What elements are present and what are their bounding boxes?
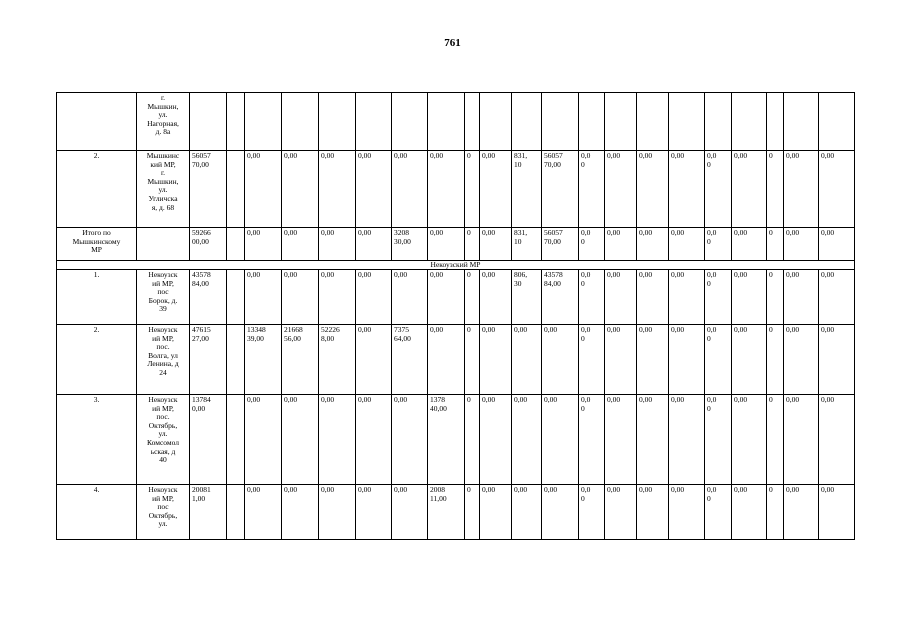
address-cell: г. Мышкин, ул. Нагорная, д. 8а (137, 93, 190, 151)
value-cell (190, 93, 227, 151)
row-number-cell: 2. (57, 151, 137, 228)
value-cell: 0,00 (732, 325, 767, 395)
value-cell: 0,00 (637, 228, 669, 261)
value-cell: 0,00 (282, 270, 319, 325)
value-cell (227, 228, 245, 261)
value-cell: 0,0 0 (579, 395, 605, 485)
value-cell (579, 93, 605, 151)
value-cell: 0,00 (428, 151, 465, 228)
value-cell: 0,00 (512, 485, 542, 540)
value-cell: 0 (767, 325, 784, 395)
value-cell: 0,00 (669, 395, 705, 485)
value-cell: 0 (465, 270, 480, 325)
value-cell (669, 93, 705, 151)
value-cell: 0,00 (282, 151, 319, 228)
value-cell: 0,00 (282, 228, 319, 261)
value-cell: 0,0 0 (705, 228, 732, 261)
value-cell: 0,00 (428, 325, 465, 395)
value-cell: 0,00 (428, 270, 465, 325)
value-cell: 0,00 (669, 270, 705, 325)
value-cell: 43578 84,00 (190, 270, 227, 325)
value-cell: 0,00 (480, 395, 512, 485)
value-cell: 0 (465, 485, 480, 540)
value-cell (542, 93, 579, 151)
value-cell: 0,00 (605, 395, 637, 485)
value-cell: 21668 56,00 (282, 325, 319, 395)
value-cell: 0,00 (542, 395, 579, 485)
value-cell: 0,00 (245, 485, 282, 540)
value-cell: 2008 11,00 (428, 485, 465, 540)
value-cell: 0,00 (245, 228, 282, 261)
value-cell (428, 93, 465, 151)
value-cell: 0,00 (392, 485, 428, 540)
value-cell: 0 (767, 395, 784, 485)
value-cell: 806, 30 (512, 270, 542, 325)
value-cell: 0,00 (542, 485, 579, 540)
value-cell: 0,00 (784, 270, 819, 325)
value-cell: 0,00 (637, 325, 669, 395)
value-cell: 0,00 (392, 151, 428, 228)
value-cell: 0,00 (669, 151, 705, 228)
table-row (57, 485, 855, 540)
value-cell (227, 325, 245, 395)
value-cell: 0,0 0 (705, 270, 732, 325)
value-cell: 0,00 (819, 151, 855, 228)
value-cell: 0,00 (356, 151, 392, 228)
value-cell: 0,00 (319, 270, 356, 325)
value-cell: 0,00 (605, 325, 637, 395)
value-cell: 0,00 (542, 325, 579, 395)
value-cell: 0,00 (605, 228, 637, 261)
value-cell (227, 485, 245, 540)
value-cell: 0,00 (669, 325, 705, 395)
section-label: Некоузский МР (57, 261, 855, 270)
row-number-cell: 3. (57, 395, 137, 485)
value-cell (245, 93, 282, 151)
value-cell (605, 93, 637, 151)
value-cell: 0,00 (784, 395, 819, 485)
value-cell: 0 (767, 485, 784, 540)
value-cell: 0,00 (245, 270, 282, 325)
value-cell (227, 151, 245, 228)
value-cell: 0,00 (319, 228, 356, 261)
address-cell: Мышкинс кий МР, г. Мышкин, ул. Угличска я, д. 68 (137, 151, 190, 228)
value-cell: 0,00 (392, 395, 428, 485)
value-cell: 0,00 (356, 395, 392, 485)
value-cell: 0,00 (732, 485, 767, 540)
value-cell: 1378 40,00 (428, 395, 465, 485)
value-cell: 3208 30,00 (392, 228, 428, 261)
value-cell: 0,00 (637, 485, 669, 540)
value-cell (732, 93, 767, 151)
value-cell: 0,00 (784, 325, 819, 395)
value-cell: 59266 00,00 (190, 228, 227, 261)
address-cell: Некоузск ий МР, пос. Октябрь, ул. Комсомол ьская, д 40 (137, 395, 190, 485)
value-cell: 0,0 0 (705, 151, 732, 228)
value-cell: 0 (465, 228, 480, 261)
value-cell (480, 93, 512, 151)
page-number: 761 (444, 37, 461, 49)
value-cell: 0,00 (784, 485, 819, 540)
value-cell: 0,00 (784, 228, 819, 261)
value-cell: 0 (767, 270, 784, 325)
value-cell: 0,00 (512, 395, 542, 485)
value-cell: 56057 70,00 (190, 151, 227, 228)
value-cell: 0,00 (356, 228, 392, 261)
value-cell: 0,00 (605, 485, 637, 540)
value-cell: 0,00 (637, 270, 669, 325)
value-cell (705, 93, 732, 151)
value-cell: 0,00 (732, 151, 767, 228)
value-cell: 831, 10 (512, 228, 542, 261)
value-cell: 0 (465, 151, 480, 228)
value-cell: 0,00 (282, 485, 319, 540)
value-cell: 0,00 (637, 151, 669, 228)
value-cell (465, 93, 480, 151)
value-cell: 0,00 (669, 228, 705, 261)
value-cell (227, 270, 245, 325)
value-cell: 0 (767, 228, 784, 261)
value-cell: 0,00 (356, 485, 392, 540)
value-cell: 0,00 (819, 325, 855, 395)
value-cell: 831, 10 (512, 151, 542, 228)
value-cell (767, 93, 784, 151)
value-cell: 0,00 (512, 325, 542, 395)
table-row (57, 151, 855, 228)
value-cell (356, 93, 392, 151)
value-cell: 0,00 (319, 151, 356, 228)
value-cell: 0,00 (732, 228, 767, 261)
value-cell: 0,0 0 (579, 325, 605, 395)
table-row (57, 93, 855, 151)
value-cell: 0 (767, 151, 784, 228)
table-row (57, 270, 855, 325)
value-cell: 0,0 0 (705, 485, 732, 540)
row-number-cell: 4. (57, 485, 137, 540)
value-cell: 0,00 (819, 228, 855, 261)
value-cell: 0,00 (732, 270, 767, 325)
value-cell: 13348 39,00 (245, 325, 282, 395)
value-cell: 0,00 (605, 270, 637, 325)
value-cell: 13784 0,00 (190, 395, 227, 485)
address-cell: Некоузск ий МР, пос Борок, д. 39 (137, 270, 190, 325)
data-table (56, 92, 855, 540)
value-cell: 0 (465, 325, 480, 395)
value-cell: 0,00 (819, 395, 855, 485)
value-cell: 0,00 (637, 395, 669, 485)
value-cell: 0,00 (480, 228, 512, 261)
value-cell: 20081 1,00 (190, 485, 227, 540)
value-cell (819, 93, 855, 151)
value-cell (512, 93, 542, 151)
value-cell: 0,00 (784, 151, 819, 228)
value-cell: 0,00 (480, 151, 512, 228)
value-cell: 0,00 (392, 270, 428, 325)
value-cell: 0,0 0 (579, 270, 605, 325)
value-cell: 0,00 (480, 485, 512, 540)
row-number-cell: Итого по Мышкинскому МР (57, 228, 137, 261)
table-row (57, 325, 855, 395)
value-cell: 0,00 (480, 325, 512, 395)
value-cell: 7375 64,00 (392, 325, 428, 395)
value-cell: 0,00 (319, 395, 356, 485)
address-cell: Некоузск ий МР, пос. Волга, ул Ленина, д 24 (137, 325, 190, 395)
value-cell: 0,0 0 (579, 228, 605, 261)
value-cell: 0,00 (669, 485, 705, 540)
value-cell (227, 395, 245, 485)
value-cell: 0,00 (319, 485, 356, 540)
value-cell: 56057 70,00 (542, 228, 579, 261)
value-cell (637, 93, 669, 151)
value-cell: 0,0 0 (705, 325, 732, 395)
value-cell: 0,00 (819, 270, 855, 325)
row-number-cell: 2. (57, 325, 137, 395)
table-row (57, 395, 855, 485)
value-cell (392, 93, 428, 151)
value-cell: 0,00 (245, 395, 282, 485)
value-cell: 0,00 (356, 325, 392, 395)
value-cell: 0,00 (605, 151, 637, 228)
value-cell: 0 (465, 395, 480, 485)
value-cell: 43578 84,00 (542, 270, 579, 325)
value-cell: 0,00 (480, 270, 512, 325)
value-cell: 0,00 (732, 395, 767, 485)
value-cell: 56057 70,00 (542, 151, 579, 228)
value-cell: 0,00 (245, 151, 282, 228)
row-number-cell: 1. (57, 270, 137, 325)
value-cell: 0,00 (356, 270, 392, 325)
value-cell (784, 93, 819, 151)
value-cell (227, 93, 245, 151)
row-number-cell (57, 93, 137, 151)
value-cell (319, 93, 356, 151)
value-cell: 47615 27,00 (190, 325, 227, 395)
value-cell: 0,0 0 (579, 151, 605, 228)
address-cell (137, 228, 190, 261)
value-cell: 0,00 (819, 485, 855, 540)
value-cell: 52226 8,00 (319, 325, 356, 395)
value-cell: 0,00 (282, 395, 319, 485)
section-row (57, 261, 855, 270)
table-row (57, 228, 855, 261)
value-cell: 0,00 (428, 228, 465, 261)
value-cell (282, 93, 319, 151)
value-cell: 0,0 0 (705, 395, 732, 485)
value-cell: 0,0 0 (579, 485, 605, 540)
address-cell: Некоузск ий МР, пос Октябрь, ул. (137, 485, 190, 540)
